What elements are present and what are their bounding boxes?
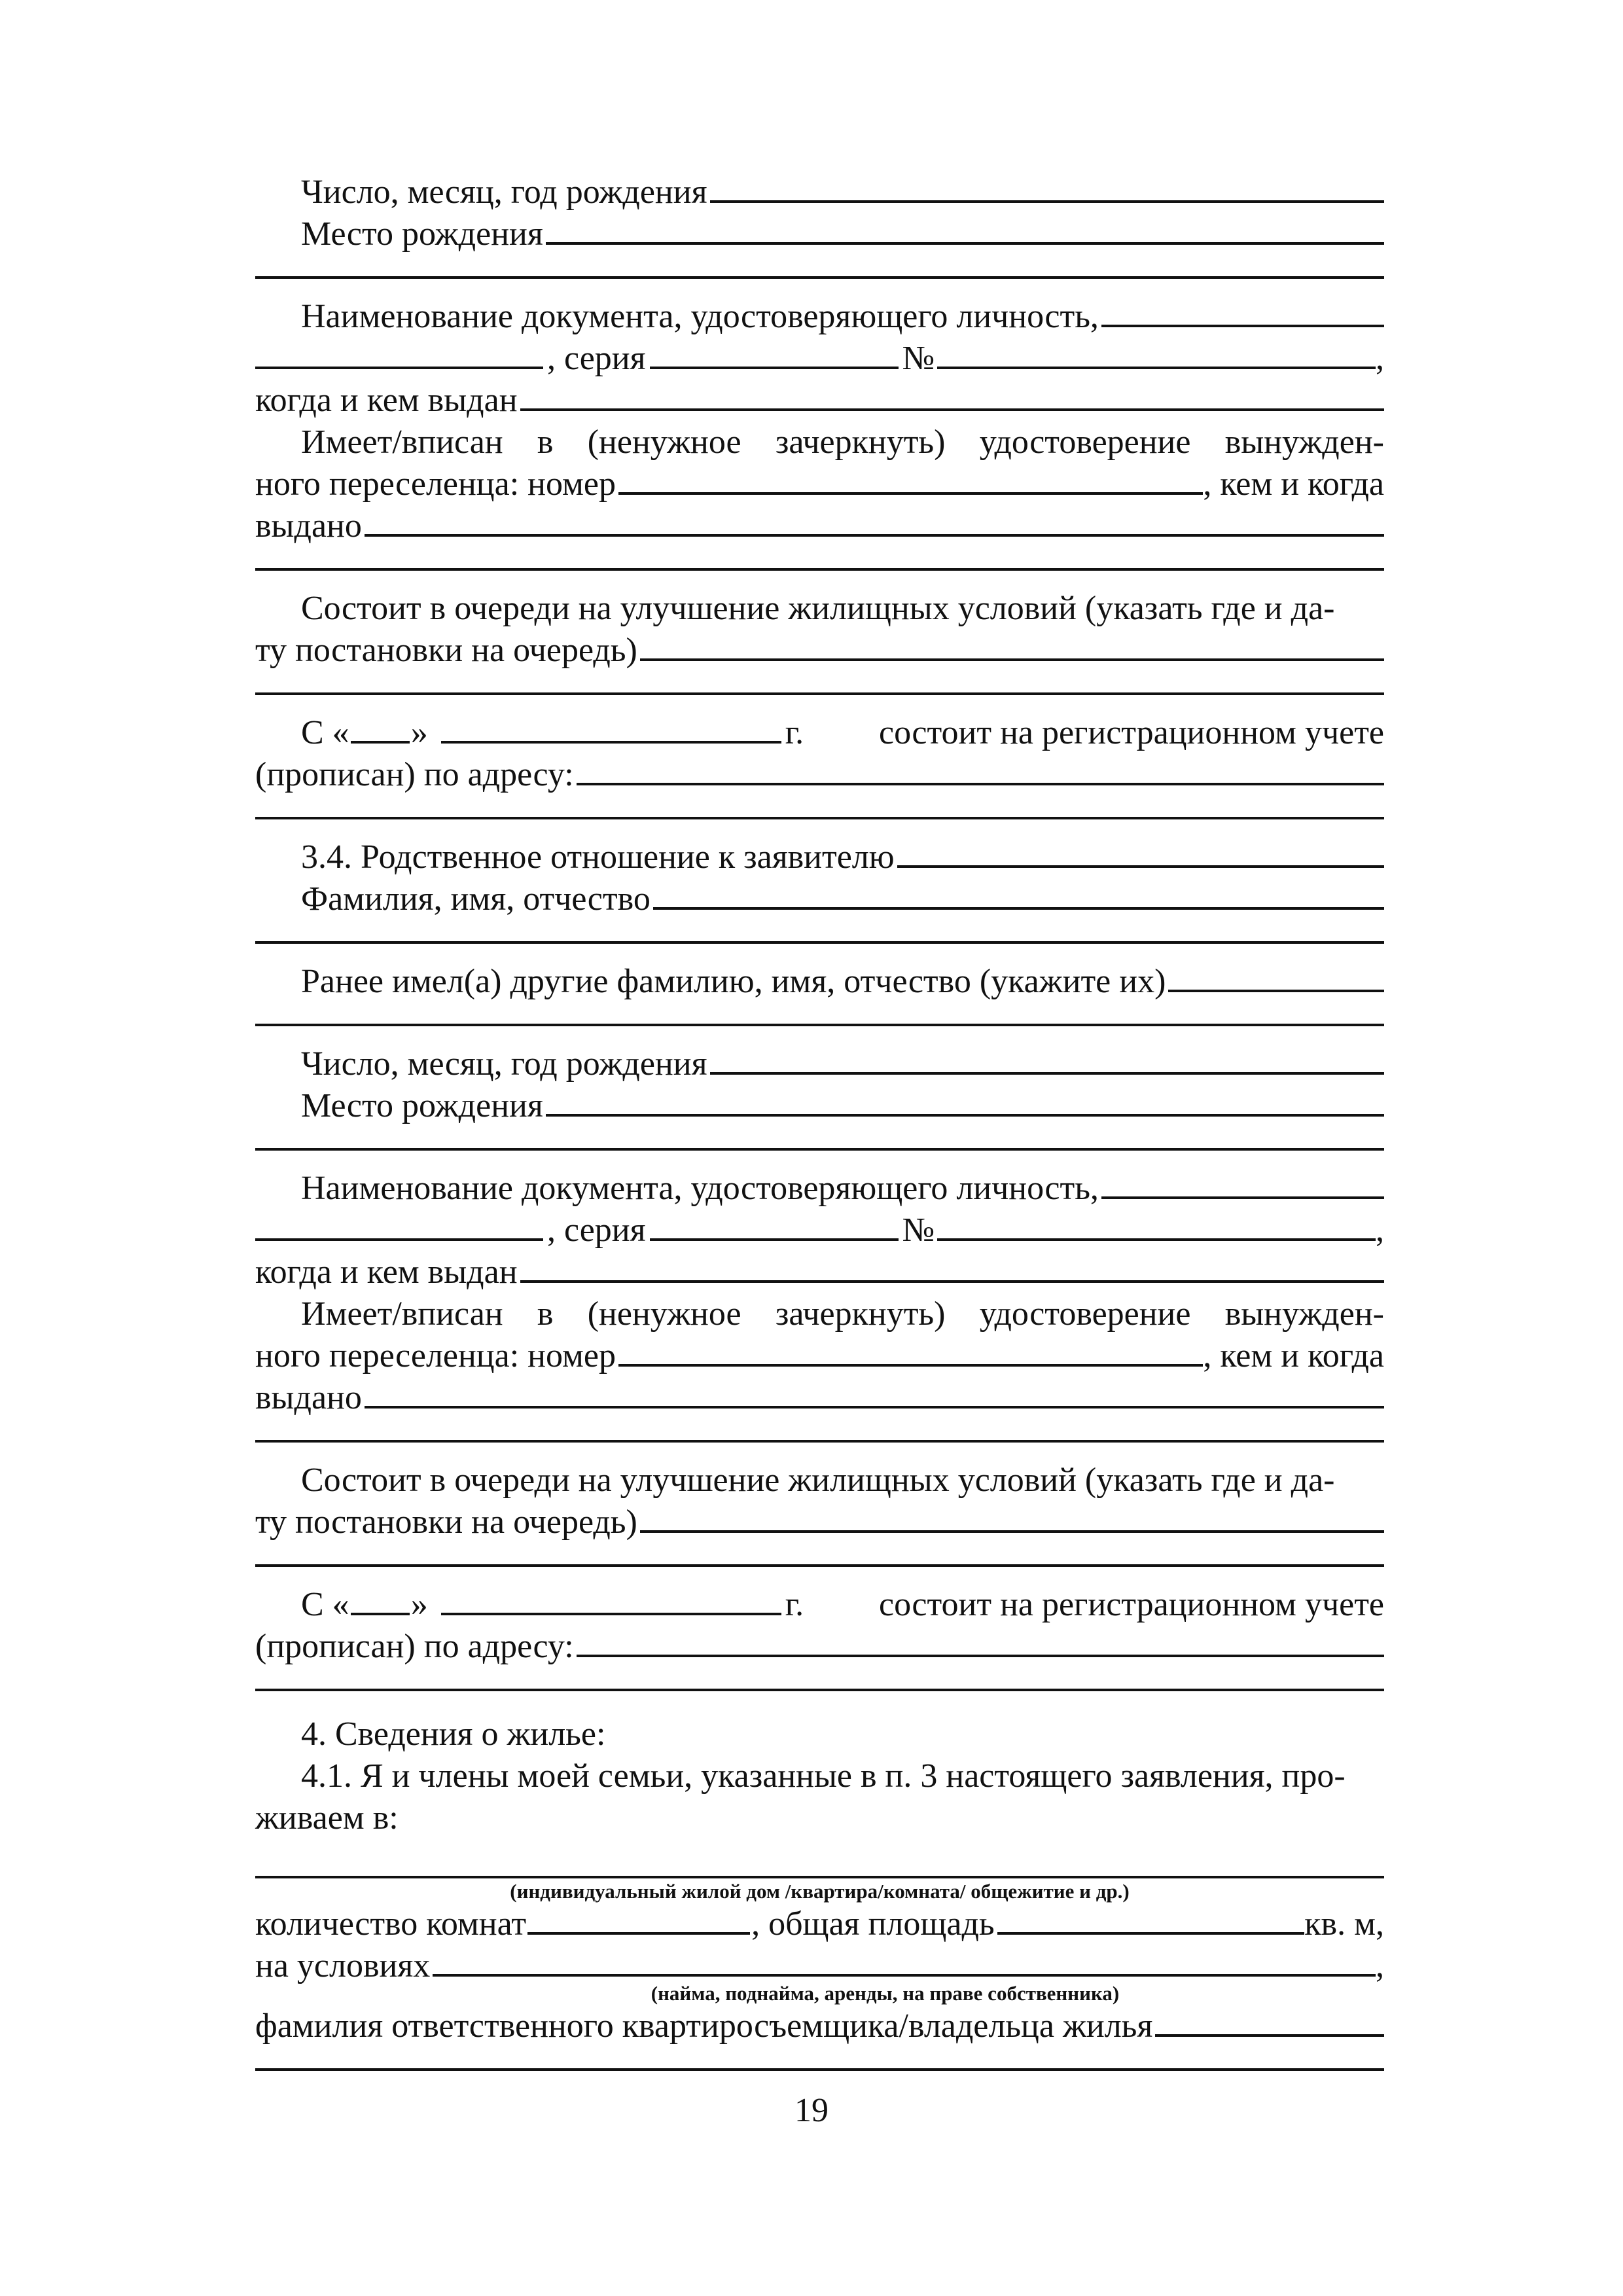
- word: зачеркнуть): [775, 423, 946, 461]
- reg-address-label: (прописан) по адресу:: [255, 1628, 574, 1665]
- word: Имеет/вписан: [301, 1295, 503, 1333]
- blank-line[interactable]: [255, 1145, 1384, 1151]
- birth-date-label: Число, месяц, год рождения: [301, 173, 707, 211]
- series-field[interactable]: [650, 1212, 899, 1241]
- housing-intro: 4.1. Я и члены моей семьи, указанные в п. 3 настоящего заявления, про-: [301, 1757, 1346, 1795]
- registration-line: [255, 712, 1384, 754]
- queue-line-1: [255, 588, 1384, 630]
- word: (ненужное: [587, 1295, 741, 1333]
- rooms-field[interactable]: [527, 1906, 750, 1935]
- prev-fio-label: Ранее имел(а) другие фамилию, имя, отчество (укажите их): [301, 963, 1166, 1000]
- area-field[interactable]: [997, 1906, 1305, 1935]
- word: в: [537, 1295, 554, 1333]
- queue-field[interactable]: [640, 1504, 1384, 1533]
- blank-line[interactable]: [255, 690, 1384, 695]
- series-label: , серия: [547, 340, 646, 377]
- id-series-line: [255, 338, 1384, 380]
- number-label: №: [902, 340, 935, 377]
- reg-address-field[interactable]: [577, 757, 1384, 785]
- rooms-label: количество комнат: [255, 1905, 527, 1943]
- page-number: 19: [794, 2092, 829, 2129]
- refugee-issued-by-label: выдано: [255, 507, 362, 545]
- word: удостоверение: [979, 423, 1191, 461]
- registration-address-line: [255, 754, 1384, 796]
- housing-intro-line-1: [255, 1755, 1384, 1797]
- issued-label: когда и кем выдан: [255, 1253, 518, 1291]
- housing-title: 4. Сведения о жилье:: [301, 1715, 606, 1753]
- blank-line[interactable]: [255, 1562, 1384, 1567]
- reg-date-open: С «: [301, 1586, 349, 1623]
- number-field[interactable]: [937, 340, 1376, 369]
- word: Имеет/вписан: [301, 423, 503, 461]
- tenant-field[interactable]: [1155, 2008, 1384, 2037]
- reg-date-close: »: [410, 714, 428, 751]
- refugee-number-field[interactable]: [618, 466, 1203, 495]
- reg-date-open: С «: [301, 714, 349, 751]
- issued-line: [255, 1251, 1384, 1293]
- refugee-line-3: [255, 1377, 1384, 1419]
- blank-line[interactable]: [255, 814, 1384, 819]
- blank-line[interactable]: [255, 1686, 1384, 1691]
- refugee-number-field[interactable]: [618, 1338, 1203, 1367]
- fio-field[interactable]: [653, 881, 1384, 910]
- id-doc-field[interactable]: [1101, 298, 1384, 327]
- tenant-label: фамилия ответственного квартиросъемщика/владельца жилья: [255, 2007, 1153, 2045]
- queue-label-cont: ту постановки на очередь): [255, 1503, 637, 1541]
- reg-day-field[interactable]: [351, 715, 410, 744]
- id-doc-label: Наименование документа, удостоверяющего личность,: [301, 1170, 1099, 1207]
- id-doc-field[interactable]: [1101, 1170, 1384, 1199]
- reg-date-close: »: [410, 1586, 428, 1623]
- terms-line: [255, 1945, 1384, 1987]
- blank-line[interactable]: [255, 2066, 1384, 2071]
- queue-line-2: [255, 1501, 1384, 1543]
- birth-date-line: [255, 171, 1384, 213]
- id-doc-line: [255, 1168, 1384, 1210]
- birth-place-line: [255, 1085, 1384, 1127]
- queue-label: Состоит в очереди на улучшение жилищных условий (указать где и да-: [301, 1462, 1335, 1499]
- blank-line[interactable]: [255, 565, 1384, 571]
- refugee-number-label: ного переселенца: номер: [255, 1337, 616, 1374]
- refugee-issued-label: , кем и когда: [1203, 1337, 1384, 1374]
- area-label: , общая площадь: [751, 1905, 995, 1943]
- terms-label: на условиях: [255, 1947, 431, 1984]
- fio-label: Фамилия, имя, отчество: [301, 880, 651, 918]
- birth-place-field[interactable]: [546, 1088, 1384, 1117]
- refugee-line-2: [255, 463, 1384, 505]
- registration-line: [255, 1584, 1384, 1626]
- refugee-issued-by-label: выдано: [255, 1379, 362, 1416]
- housing-intro-cont: живаем в:: [255, 1799, 399, 1837]
- refugee-line-2: [255, 1335, 1384, 1377]
- blank-line[interactable]: [255, 1021, 1384, 1026]
- terms-hint: (найма, поднайма, аренды, на праве собственника): [651, 1982, 1120, 2005]
- blank-line[interactable]: [255, 1437, 1384, 1443]
- id-doc-line: [255, 296, 1384, 338]
- refugee-line-3: [255, 505, 1384, 547]
- comma: ,: [1376, 340, 1384, 377]
- word: зачеркнуть): [775, 1295, 946, 1333]
- refugee-line-1: [255, 1293, 1384, 1335]
- id-doc-label: Наименование документа, удостоверяющего личность,: [301, 298, 1099, 335]
- reg-month-field[interactable]: [441, 715, 781, 744]
- birth-place-label: Место рождения: [301, 1087, 543, 1124]
- issued-label: когда и кем выдан: [255, 382, 518, 419]
- number-label: №: [902, 1211, 935, 1249]
- number-field[interactable]: [937, 1212, 1376, 1241]
- queue-field[interactable]: [640, 632, 1384, 661]
- terms-field[interactable]: [433, 1948, 1376, 1977]
- area-unit: кв. м,: [1304, 1905, 1384, 1943]
- birth-date-field[interactable]: [710, 174, 1385, 203]
- reg-address-field[interactable]: [577, 1628, 1384, 1657]
- form-body: [255, 171, 1384, 2088]
- word: в: [537, 423, 554, 461]
- reg-month-field[interactable]: [441, 1587, 781, 1615]
- issued-field[interactable]: [520, 1254, 1384, 1283]
- housing-type-field[interactable]: [255, 1873, 1384, 1878]
- queue-label-cont: ту постановки на очередь): [255, 632, 637, 669]
- series-field[interactable]: [650, 340, 899, 369]
- word: вынужден-: [1224, 1295, 1384, 1333]
- refugee-number-label: ного переселенца: номер: [255, 465, 616, 503]
- issued-field[interactable]: [520, 382, 1384, 411]
- refugee-issued-label: , кем и когда: [1203, 465, 1384, 503]
- tenant-line: [255, 2005, 1384, 2047]
- reg-address-label: (прописан) по адресу:: [255, 756, 574, 793]
- relation-line: [255, 836, 1384, 878]
- reg-day-field[interactable]: [351, 1587, 410, 1615]
- queue-label: Состоит в очереди на улучшение жилищных условий (указать где и да-: [301, 590, 1335, 627]
- comma: ,: [1376, 1947, 1384, 1984]
- housing-type-hint: (индивидуальный жилой дом /квартира/комната/ общежитие и др.): [510, 1880, 1130, 1903]
- rooms-area-line: [255, 1903, 1384, 1945]
- blank-line[interactable]: [255, 939, 1384, 944]
- reg-year-label: г.: [785, 714, 804, 751]
- birth-place-line: [255, 213, 1384, 255]
- word: вынужден-: [1224, 423, 1384, 461]
- relation-field[interactable]: [897, 839, 1384, 868]
- birth-date-line: [255, 1043, 1384, 1085]
- relation-label: 3.4. Родственное отношение к заявителю: [301, 838, 895, 876]
- birth-date-label: Число, месяц, год рождения: [301, 1045, 707, 1083]
- housing-intro-line-2: [255, 1797, 1384, 1839]
- reg-label: состоит на регистрационном учете: [879, 1586, 1384, 1623]
- queue-line-1: [255, 1460, 1384, 1501]
- series-label: , серия: [547, 1211, 646, 1249]
- queue-line-2: [255, 630, 1384, 672]
- refugee-issued-field[interactable]: [365, 1380, 1384, 1408]
- fio-line: [255, 878, 1384, 920]
- id-series-line: [255, 1210, 1384, 1251]
- birth-date-field[interactable]: [710, 1046, 1385, 1075]
- prev-fio-field[interactable]: [1168, 963, 1384, 992]
- blank-line[interactable]: [255, 274, 1384, 279]
- refugee-issued-field[interactable]: [365, 508, 1384, 537]
- prev-fio-line: [255, 961, 1384, 1003]
- issued-line: [255, 380, 1384, 422]
- registration-address-line: [255, 1626, 1384, 1668]
- reg-label: состоит на регистрационном учете: [879, 714, 1384, 751]
- id-doc-field-cont[interactable]: [255, 1212, 543, 1241]
- housing-title-line: [255, 1713, 1384, 1755]
- word: удостоверение: [979, 1295, 1191, 1333]
- reg-year-label: г.: [785, 1586, 804, 1623]
- refugee-line-1: [255, 422, 1384, 463]
- comma: ,: [1376, 1211, 1384, 1249]
- word: (ненужное: [587, 423, 741, 461]
- birth-place-field[interactable]: [546, 216, 1384, 245]
- birth-place-label: Место рождения: [301, 215, 543, 253]
- id-doc-field-cont[interactable]: [255, 340, 543, 369]
